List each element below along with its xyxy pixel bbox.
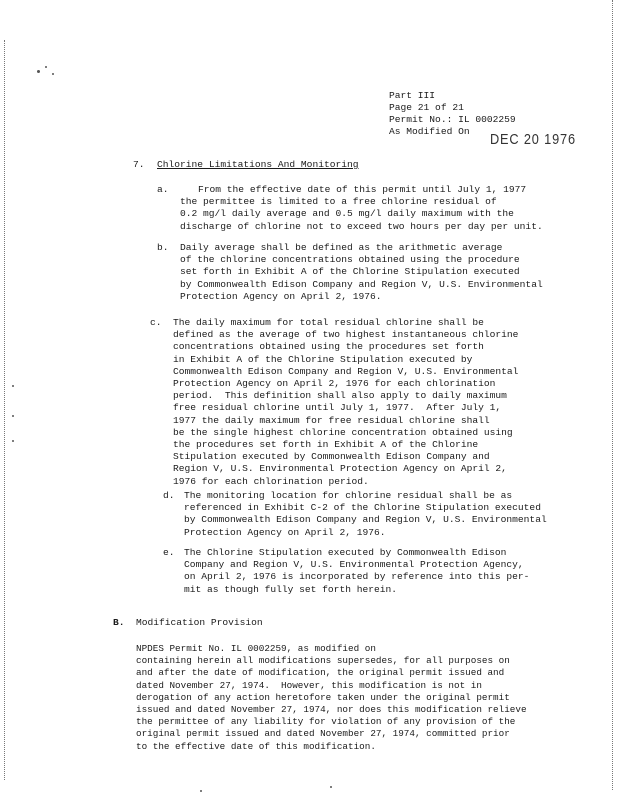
scan-speck: [200, 790, 202, 792]
section-b-label: B.: [113, 617, 125, 628]
scan-speck: [12, 415, 14, 417]
item-text-c: The daily maximum for total residual chlorine shall be defined as the average of two highest instantaneous chlorine concentrations obtained using the procedures set forth in Exhibit A of the Chlorine Stipulation executed by Commonwealth Edison Company and Region V, U.S. Environmental Protection Agency on April 2, 1976 for each chlorination period. This definition shall also apply to daily maximum free residual chlorine until July 1, 1977. After July 1, 1977 the daily maximum for free residual chlorine shall be the single highest chlorine concentration obtained using the procedures set forth in Exhibit A of the Chlorine Stipulation executed by Commonwealth Edison Company and Region V, U.S. Environmental Protection Agency on April 2, 1976 for each chlorination period.: [173, 317, 519, 487]
item-text-e: The Chlorine Stipulation executed by Commonwealth Edison Company and Region V, U.S. Environmental Protection Agency, on April 2, 1976 is incorporated by reference into this per- mit as though fully set forth herein.: [184, 547, 530, 595]
scan-speck: [45, 66, 47, 68]
section-title: Chlorine Limitations And Monitoring: [157, 159, 359, 170]
scan-edge-left: [4, 40, 5, 780]
section-b-title: Modification Provision: [136, 617, 263, 628]
header-part: Part III: [389, 90, 436, 101]
date-stamp: DEC 20 1976: [490, 131, 576, 148]
header-page: Page 21 of 21: [389, 102, 464, 113]
scan-edge-right: [612, 0, 613, 790]
item-text-b: Daily average shall be defined as the arithmetic average of the chlorine concentrations obtained using the procedure set forth in Exhibit A of the Chlorine Stipulation executed by Commonwealth Edison Company and Region V, U.S. Environmental Protection Agency on April 2, 1976.: [180, 242, 543, 302]
item-label-e: e.: [163, 547, 175, 558]
item-label-d: d.: [163, 490, 175, 501]
item-label-c: c.: [150, 317, 162, 328]
item-label-b: b.: [157, 242, 169, 253]
header-permit-number: Permit No.: IL 0002259: [389, 114, 516, 125]
scan-speck: [12, 385, 14, 387]
item-label-a: a.: [157, 184, 169, 195]
scan-speck: [12, 440, 14, 442]
header-as-modified: As Modified On: [389, 126, 470, 137]
scan-speck: [330, 786, 332, 788]
item-text-a: From the effective date of this permit until July 1, 1977 the permittee is limited to a free chlorine residual of 0.2 mg/l daily average and 0.5 mg/l daily maximum with the discharge of chlorine not to exceed two hours per day per unit.: [180, 184, 543, 232]
section-number: 7.: [133, 159, 145, 170]
scan-speck: [52, 73, 54, 75]
section-b-text: NPDES Permit No. IL 0002259, as modified on containing herein all modifications supersedes, for all purposes on and after the date of modification, the original permit issued and dated November 27, 1974. However, this modification is not in derogation of any action heretofore taken under the original permit issued and dated November 27, 1974, nor does this modification relieve the permittee of any liability for violation of any provision of the original permit issued and dated November 27, 1974, committed prior to the effective date of this modification.: [136, 643, 527, 752]
scan-speck: [37, 70, 40, 73]
item-text-d: The monitoring location for chlorine residual shall be as referenced in Exhibit C-2 of the Chlorine Stipulation executed by Commonwealth Edison Company and Region V, U.S. Environmental Protection Agency on April 2, 1976.: [184, 490, 547, 538]
